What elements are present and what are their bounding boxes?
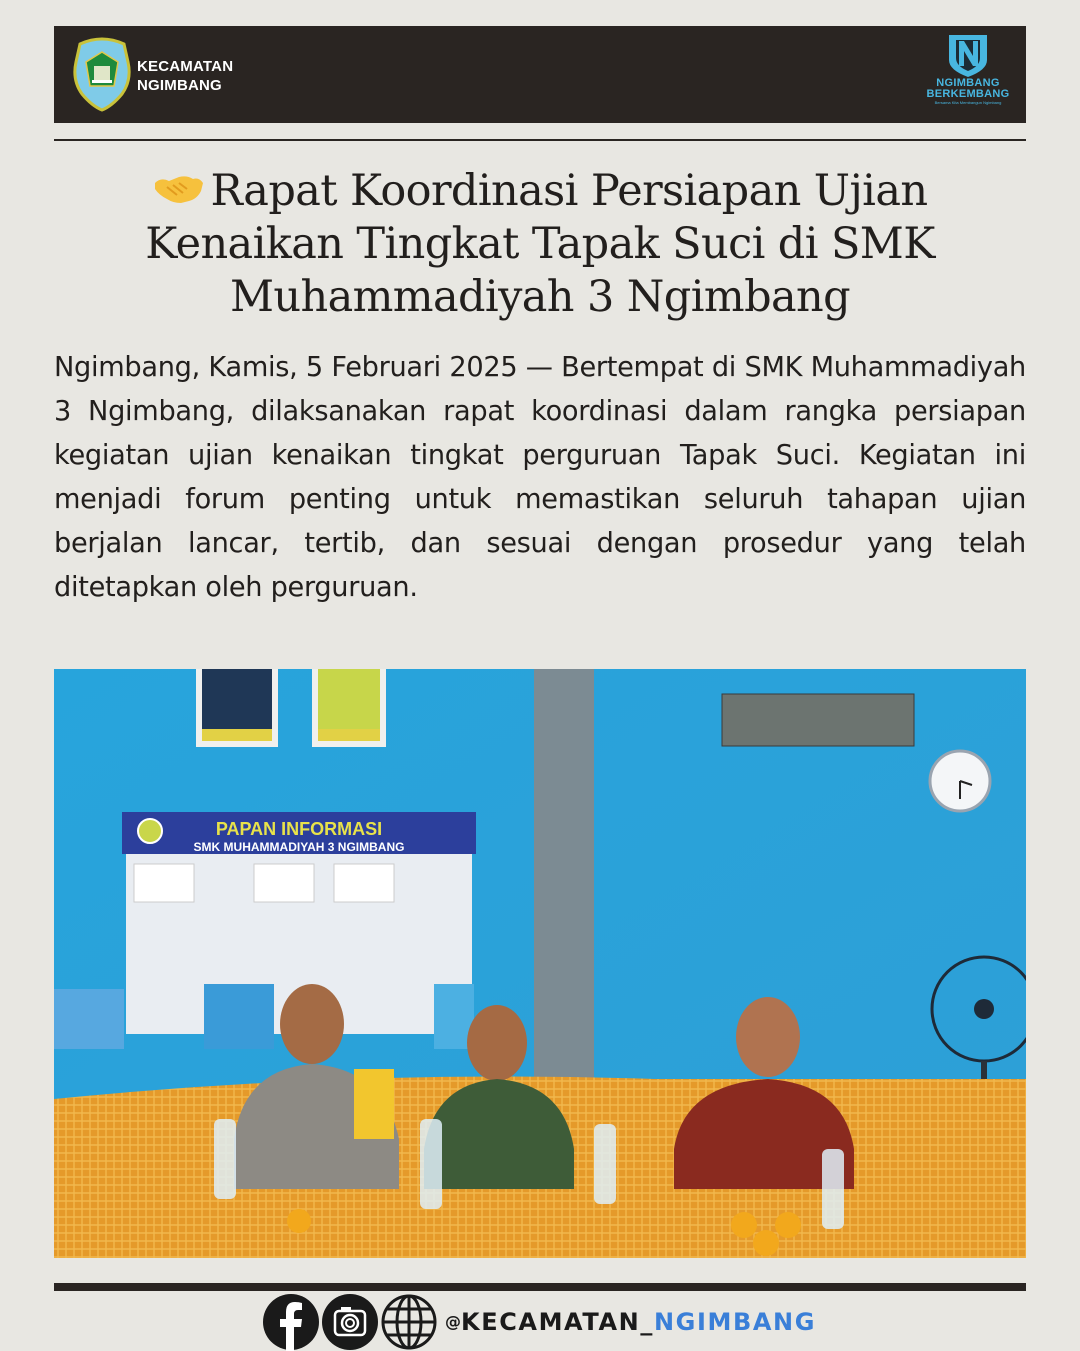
brand-line-1: KECAMATAN xyxy=(137,58,234,75)
logo-text-2: BERKEMBANG xyxy=(926,88,1010,100)
article-title xyxy=(54,165,1026,324)
facebook-icon[interactable] xyxy=(262,1293,320,1351)
kabupaten-crest-icon xyxy=(72,36,132,112)
logo-text-1: NGIMBANG xyxy=(936,77,1000,89)
article-title-text: Rapat Koordinasi Persiapan Ujian Kenaikan Tingkat Tapak Suci di SMK Muhammadiyah 3 Ngimbang xyxy=(145,166,935,322)
social-handle[interactable] xyxy=(445,1308,816,1336)
handle-part-2: NGIMBANG xyxy=(653,1307,817,1336)
article-body: Ngimbang, Kamis, 5 Februari 2025 — Bertempat di SMK Muhammadiyah 3 Ngimbang, dilaksanakan rapat koordinasi dalam rangka persiapan kegiatan ujian kenaikan tingkat perguruan Tapak Suci. Kegiatan ini menjadi forum penting untuk memastikan seluruh tahapan ujian berjalan lancar, tertib, dan sesuai dengan prosedur yang telah ditetapkan oleh perguruan. xyxy=(54,352,1026,603)
board-title: PAPAN INFORMASI xyxy=(215,819,383,839)
board-subtitle: SMK MUHAMMADIYAH 3 NGIMBANG xyxy=(193,840,405,854)
social-bar xyxy=(262,1293,816,1350)
n-shield-icon xyxy=(946,32,990,78)
meeting-photo-illustration xyxy=(54,669,1026,1258)
logo-tagline: Bersama Kita Membangun Ngimbang xyxy=(934,100,1002,105)
instagram-camera-icon[interactable] xyxy=(321,1293,379,1351)
divider xyxy=(54,139,1026,141)
globe-icon[interactable] xyxy=(380,1293,438,1351)
handle-at: @ xyxy=(445,1311,461,1331)
handle-part-1: KECAMATAN_ xyxy=(461,1307,654,1336)
handshake-icon xyxy=(153,169,205,209)
footer-divider xyxy=(54,1283,1026,1291)
brand-name xyxy=(137,57,233,95)
ngimbang-berkembang-logo xyxy=(918,32,1018,120)
brand-line-2: NGIMBANG xyxy=(137,77,222,94)
header-bar xyxy=(54,26,1026,123)
article-photo xyxy=(54,669,1026,1258)
